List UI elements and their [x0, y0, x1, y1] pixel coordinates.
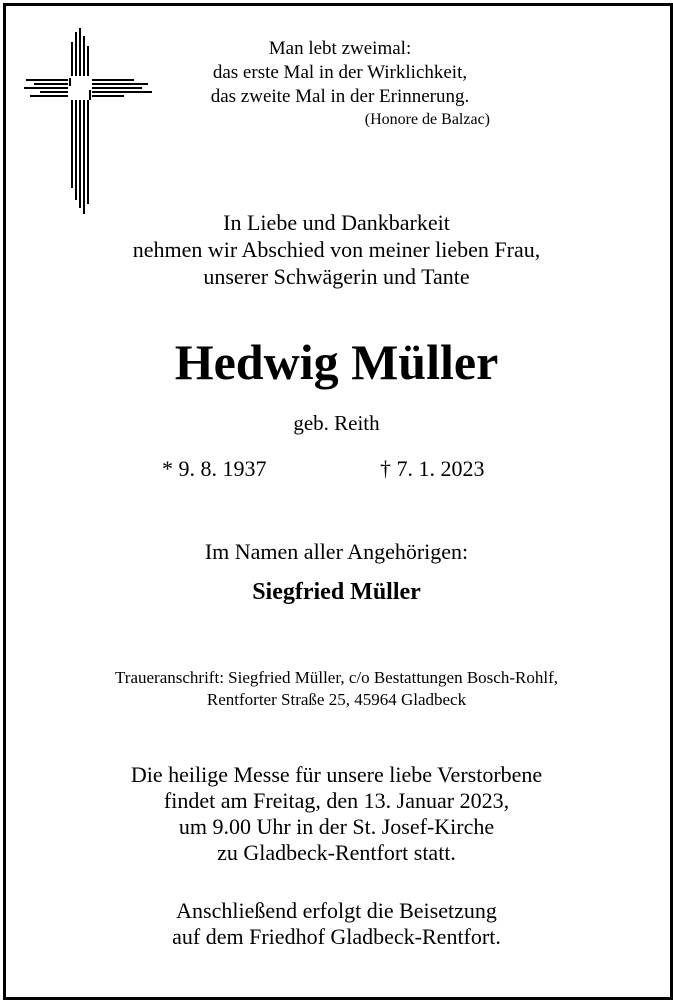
burial-line: Anschließend erfolgt die Beisetzung [176, 898, 497, 923]
deceased-name: Hedwig Müller [174, 334, 499, 390]
family-behalf: Im Namen aller Angehörigen: [204, 539, 469, 564]
birth-date: * 9. 8. 1937 [162, 456, 267, 481]
quote-line: das erste Mal in der Wirklichkeit, [212, 62, 468, 83]
burial-info [0, 898, 673, 950]
quote [160, 37, 520, 131]
service-line: findet am Freitag, den 13. Januar 2023, [163, 788, 510, 813]
address-line: Traueranschrift: Siegfried Müller, c/o Bestattungen Bosch-Rohlf, [115, 668, 558, 687]
quote-line: Man lebt zweimal: [268, 38, 412, 59]
quote-line: das zweite Mal in der Erinnerung. [210, 86, 470, 107]
service-info [0, 762, 673, 866]
address-line: Rentforter Straße 25, 45964 Gladbeck [206, 690, 467, 709]
cross-icon [24, 28, 152, 214]
burial-line: auf dem Friedhof Gladbeck-Rentfort. [172, 924, 501, 949]
intro-text [0, 209, 673, 290]
service-line: zu Gladbeck-Rentfort statt. [217, 840, 456, 865]
signer-name: Siegfried Müller [252, 579, 421, 605]
intro-line: unserer Schwägerin und Tante [203, 264, 470, 289]
maiden-name: geb. Reith [293, 411, 380, 435]
quote-author: (Honore de Balzac) [364, 111, 490, 128]
death-date: † 7. 1. 2023 [380, 456, 485, 481]
intro-line: nehmen wir Abschied von meiner lieben Frau, [132, 237, 541, 262]
intro-line: In Liebe und Dankbarkeit [223, 210, 450, 235]
service-line: um 9.00 Uhr in der St. Josef-Kirche [178, 814, 495, 839]
mourning-address [0, 667, 673, 711]
service-line: Die heilige Messe für unsere liebe Verstorbene [130, 762, 543, 787]
